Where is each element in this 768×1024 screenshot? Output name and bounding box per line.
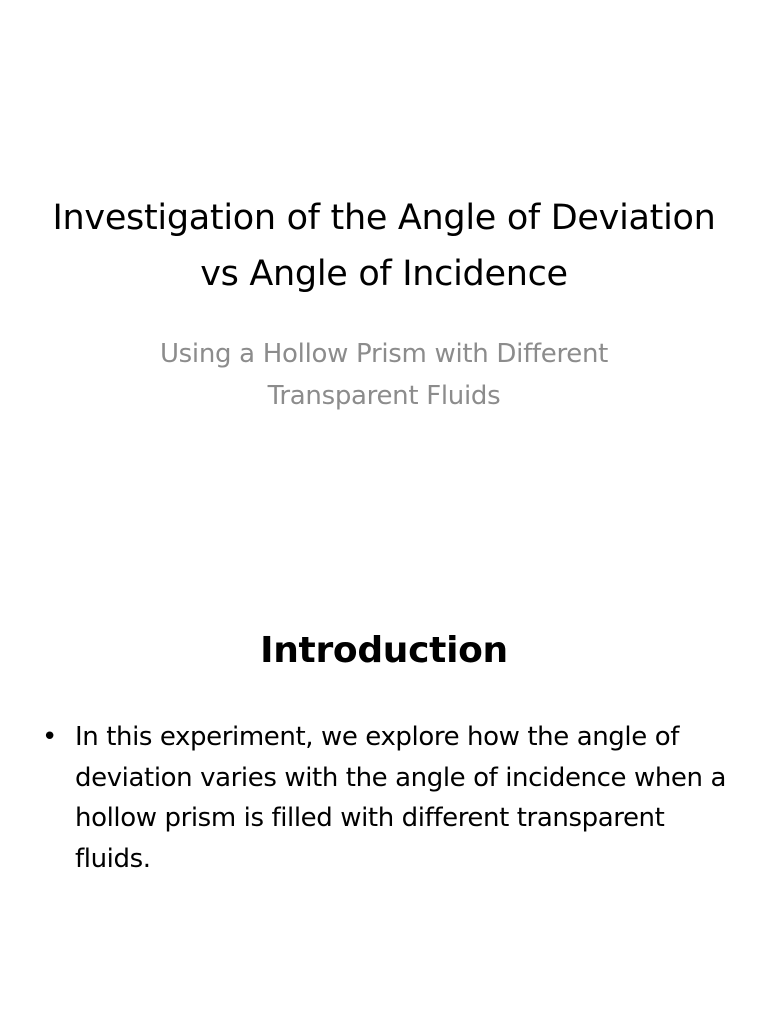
bullet-list [40, 717, 728, 879]
slide-subtitle: Using a Hollow Prism with Different Transparent Fluids [159, 339, 609, 411]
bullet-item [40, 717, 728, 879]
bullet-text: In this experiment, we explore how the angle of deviation varies with the angle of incidence when a hollow prism is filled with different transparent fluids. [75, 722, 727, 874]
slide-heading: Introduction [260, 630, 508, 671]
introduction-slide [0, 512, 768, 1024]
slide-title: Investigation of the Angle of Deviation vs Angle of Incidence [52, 198, 716, 294]
bullet-marker: • [42, 722, 57, 752]
